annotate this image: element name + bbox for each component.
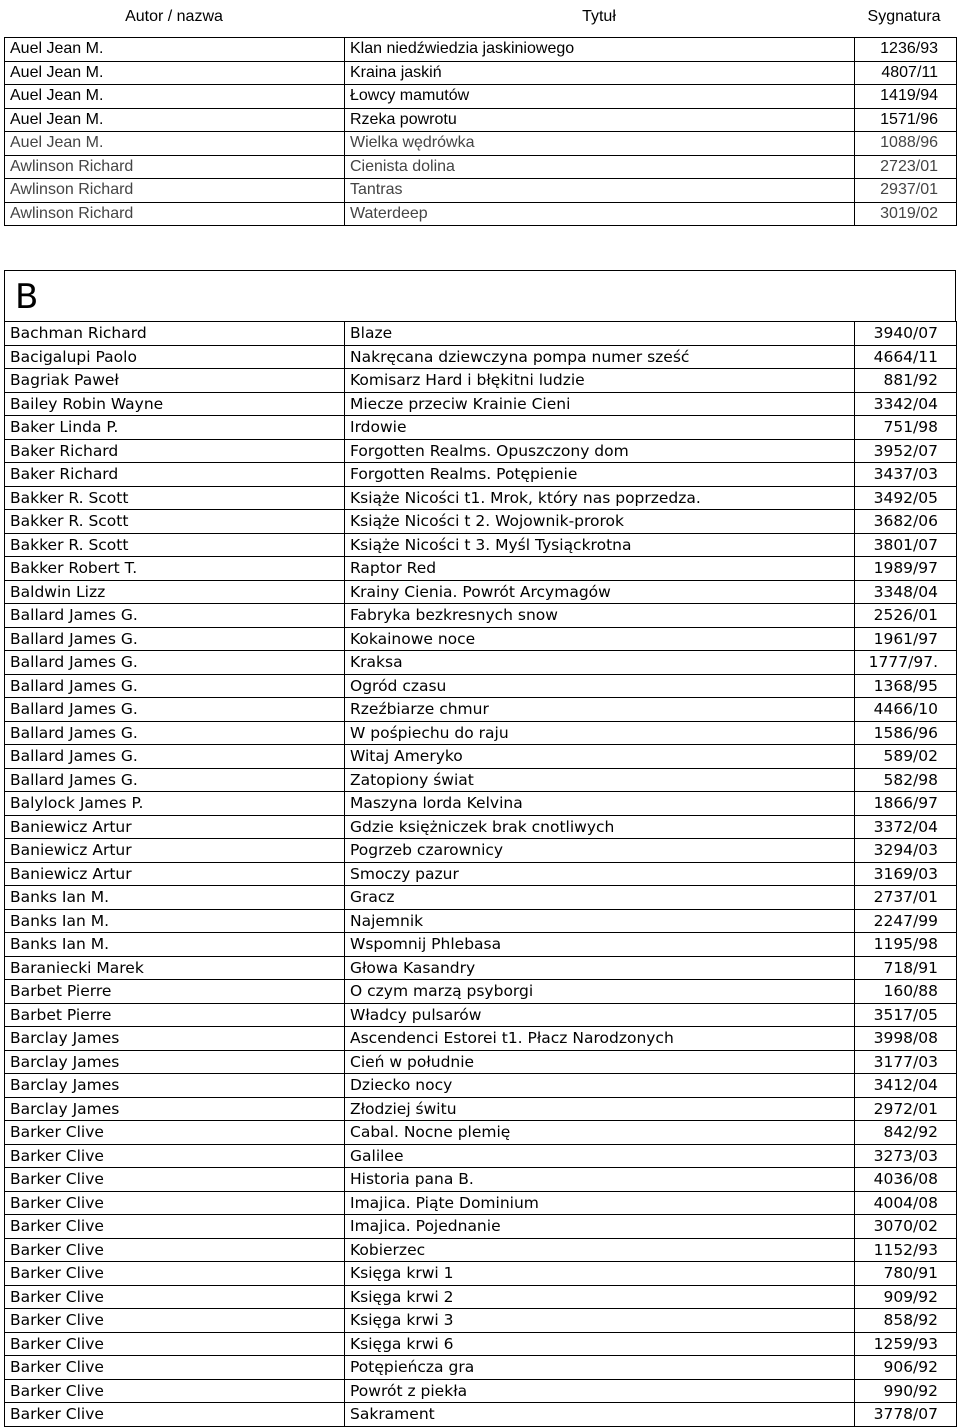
author-cell: Barker Clive: [5, 1191, 345, 1215]
signature-cell: 4036/08: [855, 1168, 957, 1192]
author-cell: Auel Jean M.: [5, 38, 345, 62]
table-row: [5, 463, 957, 487]
table-row: [5, 839, 957, 863]
signature-cell: 2526/01: [855, 604, 957, 628]
author-cell: Bakker R. Scott: [5, 486, 345, 510]
table-row: [5, 510, 957, 534]
title-cell: Cień w południe: [345, 1050, 855, 1074]
signature-cell: 881/92: [855, 369, 957, 393]
author-cell: Bailey Robin Wayne: [5, 392, 345, 416]
author-cell: Bachman Richard: [5, 322, 345, 346]
table-row: [5, 533, 957, 557]
table-row: [5, 698, 957, 722]
author-cell: Awlinson Richard: [5, 179, 345, 203]
signature-cell: 3294/03: [855, 839, 957, 863]
signature-cell: 2247/99: [855, 909, 957, 933]
table-row: [5, 886, 957, 910]
table-row: [5, 1144, 957, 1168]
author-cell: Bakker R. Scott: [5, 510, 345, 534]
table-row: [5, 933, 957, 957]
author-cell: Baker Linda P.: [5, 416, 345, 440]
author-cell: Baldwin Lizz: [5, 580, 345, 604]
table-row: [5, 486, 957, 510]
author-cell: Awlinson Richard: [5, 202, 345, 226]
signature-cell: 3348/04: [855, 580, 957, 604]
author-cell: Barker Clive: [5, 1356, 345, 1380]
title-cell: Witaj Ameryko: [345, 745, 855, 769]
table-row: [5, 392, 957, 416]
signature-cell: 1419/94: [855, 85, 957, 109]
title-cell: Księga krwi 1: [345, 1262, 855, 1286]
signature-cell: 3273/03: [855, 1144, 957, 1168]
signature-cell: 842/92: [855, 1121, 957, 1145]
table-row: [5, 1003, 957, 1027]
signature-cell: 1586/96: [855, 721, 957, 745]
table-row: [5, 1074, 957, 1098]
signature-cell: 4807/11: [855, 61, 957, 85]
title-cell: Kokainowe noce: [345, 627, 855, 651]
title-cell: Historia pana B.: [345, 1168, 855, 1192]
author-cell: Barker Clive: [5, 1262, 345, 1286]
title-cell: Ogród czasu: [345, 674, 855, 698]
author-cell: Barker Clive: [5, 1144, 345, 1168]
author-cell: Ballard James G.: [5, 627, 345, 651]
author-cell: Barker Clive: [5, 1238, 345, 1262]
author-cell: Barker Clive: [5, 1379, 345, 1403]
title-cell: Pogrzeb czarownicy: [345, 839, 855, 863]
header-title: Tytuł: [582, 8, 616, 25]
table-row: [5, 1309, 957, 1333]
table-row: [5, 792, 957, 816]
author-cell: Auel Jean M.: [5, 132, 345, 156]
signature-cell: 2937/01: [855, 179, 957, 203]
author-cell: Bagriak Paweł: [5, 369, 345, 393]
title-cell: Forgotten Realms. Opuszczony dom: [345, 439, 855, 463]
table-row: [5, 627, 957, 651]
title-cell: Tantras: [345, 179, 855, 203]
signature-cell: 3372/04: [855, 815, 957, 839]
author-cell: Barker Clive: [5, 1168, 345, 1192]
author-cell: Barclay James: [5, 1074, 345, 1098]
title-cell: Komisarz Hard i błękitni ludzie: [345, 369, 855, 393]
signature-cell: 1259/93: [855, 1332, 957, 1356]
signature-cell: 909/92: [855, 1285, 957, 1309]
table-row: [5, 108, 957, 132]
author-cell: Barclay James: [5, 1027, 345, 1051]
title-cell: Wspomnij Phlebasa: [345, 933, 855, 957]
title-cell: Imajica. Pojednanie: [345, 1215, 855, 1239]
signature-cell: 3952/07: [855, 439, 957, 463]
title-cell: Miecze przeciw Krainie Cieni: [345, 392, 855, 416]
author-cell: Barker Clive: [5, 1285, 345, 1309]
signature-cell: 3778/07: [855, 1403, 957, 1427]
author-cell: Baniewicz Artur: [5, 839, 345, 863]
title-cell: Smoczy pazur: [345, 862, 855, 886]
signature-cell: 3940/07: [855, 322, 957, 346]
table-row: [5, 85, 957, 109]
signature-cell: 4664/11: [855, 345, 957, 369]
title-cell: Książe Nicości t 2. Wojownik-prorok: [345, 510, 855, 534]
catalog-table-b: [4, 321, 957, 1427]
author-cell: Balylock James P.: [5, 792, 345, 816]
title-cell: Gracz: [345, 886, 855, 910]
title-cell: Waterdeep: [345, 202, 855, 226]
author-cell: Ballard James G.: [5, 768, 345, 792]
author-cell: Barclay James: [5, 1050, 345, 1074]
title-cell: Łowcy mamutów: [345, 85, 855, 109]
signature-cell: 4004/08: [855, 1191, 957, 1215]
author-cell: Barker Clive: [5, 1332, 345, 1356]
title-cell: Potępieńcza gra: [345, 1356, 855, 1380]
signature-cell: 1989/97: [855, 557, 957, 581]
author-cell: Banks Ian M.: [5, 886, 345, 910]
table-row: [5, 815, 957, 839]
signature-cell: 1152/93: [855, 1238, 957, 1262]
author-cell: Barbet Pierre: [5, 980, 345, 1004]
title-cell: O czym marzą psyborgi: [345, 980, 855, 1004]
table-row: [5, 179, 957, 203]
table-row: [5, 1121, 957, 1145]
author-cell: Barbet Pierre: [5, 1003, 345, 1027]
title-cell: Dziecko nocy: [345, 1074, 855, 1098]
title-cell: Kraksa: [345, 651, 855, 675]
table-row: [5, 1097, 957, 1121]
title-cell: Klan niedźwiedzia jaskiniowego: [345, 38, 855, 62]
table-row: [5, 956, 957, 980]
signature-cell: 2972/01: [855, 1097, 957, 1121]
table-row: [5, 1168, 957, 1192]
title-cell: Cienista dolina: [345, 155, 855, 179]
author-cell: Barclay James: [5, 1097, 345, 1121]
title-cell: Księga krwi 2: [345, 1285, 855, 1309]
author-cell: Baniewicz Artur: [5, 862, 345, 886]
table-row: [5, 439, 957, 463]
author-cell: Ballard James G.: [5, 721, 345, 745]
signature-cell: 3070/02: [855, 1215, 957, 1239]
title-cell: Fabryka bezkresnych snow: [345, 604, 855, 628]
signature-cell: 3682/06: [855, 510, 957, 534]
table-row: [5, 132, 957, 156]
title-cell: Kraina jaskiń: [345, 61, 855, 85]
signature-cell: 751/98: [855, 416, 957, 440]
title-cell: Ascendenci Estorei t1. Płacz Narodzonych: [345, 1027, 855, 1051]
table-row: [5, 1191, 957, 1215]
title-cell: Księga krwi 3: [345, 1309, 855, 1333]
signature-cell: 1368/95: [855, 674, 957, 698]
title-cell: Raptor Red: [345, 557, 855, 581]
signature-cell: 3801/07: [855, 533, 957, 557]
title-cell: Forgotten Realms. Potępienie: [345, 463, 855, 487]
title-cell: Blaze: [345, 322, 855, 346]
table-row: [5, 1285, 957, 1309]
signature-cell: 1777/97.: [855, 651, 957, 675]
signature-cell: 1571/96: [855, 108, 957, 132]
signature-cell: 1236/93: [855, 38, 957, 62]
header-author: Autor / nazwa: [125, 8, 223, 25]
author-cell: Bakker R. Scott: [5, 533, 345, 557]
header-signature: Sygnatura: [867, 8, 941, 25]
signature-cell: 3342/04: [855, 392, 957, 416]
table-row: [5, 651, 957, 675]
author-cell: Ballard James G.: [5, 604, 345, 628]
title-cell: Powrót z piekła: [345, 1379, 855, 1403]
table-row: [5, 202, 957, 226]
title-cell: Księga krwi 6: [345, 1332, 855, 1356]
title-cell: Maszyna lorda Kelvina: [345, 792, 855, 816]
table-row: [5, 1332, 957, 1356]
signature-cell: 589/02: [855, 745, 957, 769]
signature-cell: 718/91: [855, 956, 957, 980]
title-cell: Złodziej świtu: [345, 1097, 855, 1121]
signature-cell: 780/91: [855, 1262, 957, 1286]
signature-cell: 3177/03: [855, 1050, 957, 1074]
title-cell: Irdowie: [345, 416, 855, 440]
signature-cell: 1961/97: [855, 627, 957, 651]
author-cell: Baraniecki Marek: [5, 956, 345, 980]
author-cell: Barker Clive: [5, 1121, 345, 1145]
signature-cell: 906/92: [855, 1356, 957, 1380]
signature-cell: 858/92: [855, 1309, 957, 1333]
title-cell: Rzeźbiarze chmur: [345, 698, 855, 722]
table-row: [5, 721, 957, 745]
table-row: [5, 1403, 957, 1427]
table-row: [5, 909, 957, 933]
table-row: [5, 980, 957, 1004]
catalog-table-a: [4, 37, 957, 226]
author-cell: Ballard James G.: [5, 745, 345, 769]
author-cell: Baker Richard: [5, 439, 345, 463]
signature-cell: 3437/03: [855, 463, 957, 487]
title-cell: Galilee: [345, 1144, 855, 1168]
author-cell: Auel Jean M.: [5, 61, 345, 85]
table-row: [5, 768, 957, 792]
section-letter-box: [4, 270, 956, 322]
table-row: [5, 1238, 957, 1262]
signature-cell: 3517/05: [855, 1003, 957, 1027]
title-cell: W pośpiechu do raju: [345, 721, 855, 745]
signature-cell: 4466/10: [855, 698, 957, 722]
signature-cell: 3169/03: [855, 862, 957, 886]
table-row: [5, 557, 957, 581]
author-cell: Baker Richard: [5, 463, 345, 487]
table-row: [5, 155, 957, 179]
title-cell: Wielka wędrówka: [345, 132, 855, 156]
author-cell: Awlinson Richard: [5, 155, 345, 179]
author-cell: Auel Jean M.: [5, 85, 345, 109]
signature-cell: 3998/08: [855, 1027, 957, 1051]
title-cell: Książe Nicości t 3. Myśl Tysiąckrotna: [345, 533, 855, 557]
table-row: [5, 745, 957, 769]
table-row: [5, 580, 957, 604]
author-cell: Banks Ian M.: [5, 933, 345, 957]
title-cell: Rzeka powrotu: [345, 108, 855, 132]
title-cell: Gdzie księżniczek brak cnotliwych: [345, 815, 855, 839]
column-header-row: [4, 3, 956, 31]
signature-cell: 1866/97: [855, 792, 957, 816]
table-row: [5, 38, 957, 62]
author-cell: Bacigalupi Paolo: [5, 345, 345, 369]
table-row: [5, 345, 957, 369]
author-cell: Ballard James G.: [5, 674, 345, 698]
author-cell: Ballard James G.: [5, 651, 345, 675]
title-cell: Władcy pulsarów: [345, 1003, 855, 1027]
table-row: [5, 1050, 957, 1074]
signature-cell: 1088/96: [855, 132, 957, 156]
title-cell: Kobierzec: [345, 1238, 855, 1262]
author-cell: Auel Jean M.: [5, 108, 345, 132]
table-row: [5, 1262, 957, 1286]
table-row: [5, 674, 957, 698]
signature-cell: 1195/98: [855, 933, 957, 957]
title-cell: Najemnik: [345, 909, 855, 933]
table-row: [5, 604, 957, 628]
signature-cell: 2737/01: [855, 886, 957, 910]
table-row: [5, 1379, 957, 1403]
author-cell: Barker Clive: [5, 1403, 345, 1427]
signature-cell: 990/92: [855, 1379, 957, 1403]
author-cell: Banks Ian M.: [5, 909, 345, 933]
author-cell: Barker Clive: [5, 1309, 345, 1333]
signature-cell: 2723/01: [855, 155, 957, 179]
author-cell: Ballard James G.: [5, 698, 345, 722]
title-cell: Imajica. Piąte Dominium: [345, 1191, 855, 1215]
title-cell: Cabal. Nocne plemię: [345, 1121, 855, 1145]
author-cell: Bakker Robert T.: [5, 557, 345, 581]
table-row: [5, 1215, 957, 1239]
section-letter: B: [15, 277, 39, 317]
author-cell: Barker Clive: [5, 1215, 345, 1239]
table-row: [5, 862, 957, 886]
author-cell: Baniewicz Artur: [5, 815, 345, 839]
signature-cell: 3019/02: [855, 202, 957, 226]
signature-cell: 3412/04: [855, 1074, 957, 1098]
title-cell: Nakręcana dziewczyna pompa numer sześć: [345, 345, 855, 369]
table-row: [5, 369, 957, 393]
title-cell: Głowa Kasandry: [345, 956, 855, 980]
table-row: [5, 416, 957, 440]
signature-cell: 582/98: [855, 768, 957, 792]
table-row: [5, 61, 957, 85]
title-cell: Sakrament: [345, 1403, 855, 1427]
title-cell: Zatopiony świat: [345, 768, 855, 792]
title-cell: Krainy Cienia. Powrót Arcymagów: [345, 580, 855, 604]
table-row: [5, 1356, 957, 1380]
title-cell: Książe Nicości t1. Mrok, który nas poprzedza.: [345, 486, 855, 510]
signature-cell: 3492/05: [855, 486, 957, 510]
signature-cell: 160/88: [855, 980, 957, 1004]
table-row: [5, 322, 957, 346]
table-row: [5, 1027, 957, 1051]
